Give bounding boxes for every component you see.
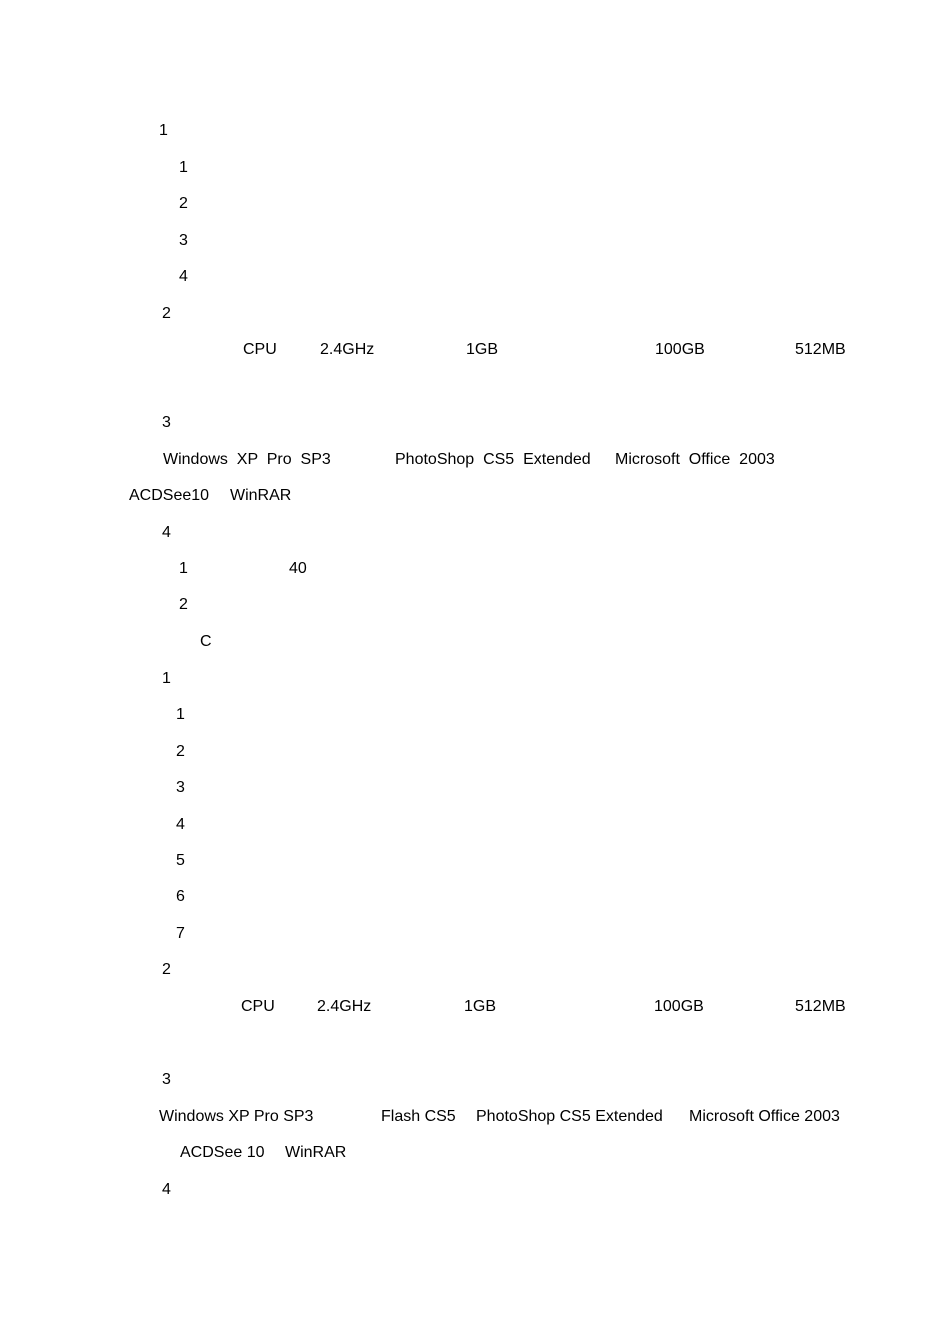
section-c-cpu-speed: 2.4GHz xyxy=(317,998,372,1015)
section-c-item-3-number: 3 xyxy=(162,1071,171,1088)
section-a-subitem-2-number: 2 xyxy=(179,195,188,212)
section-c-software-os: Windows XP Pro SP3 xyxy=(159,1108,314,1125)
section-c-subitem-1-number: 1 xyxy=(176,706,185,723)
section-c-memory: 1GB xyxy=(464,998,497,1015)
section-a-disk: 100GB xyxy=(655,341,705,358)
section-c-item-4-number: 4 xyxy=(162,1181,171,1198)
section-c-software-acdsee: ACDSee 10 xyxy=(180,1144,265,1161)
section-a-item-2-number: 2 xyxy=(162,305,171,322)
section-a-subitem-3-number: 3 xyxy=(179,232,188,249)
section-a-video-memory: 512MB xyxy=(795,341,846,358)
section-c-cpu-label: CPU xyxy=(241,998,275,1015)
section-a-item-3-number: 3 xyxy=(162,414,171,431)
section-a-software-winrar: WinRAR xyxy=(230,487,292,504)
section-c-item-1-number: 1 xyxy=(162,670,171,687)
section-c-item-2-number: 2 xyxy=(162,961,171,978)
section-a-memory: 1GB xyxy=(466,341,499,358)
section-c-subitem-3-number: 3 xyxy=(176,779,185,796)
section-a-item-1-number: 1 xyxy=(159,122,168,139)
section-c-software-photoshop: PhotoShop CS5 Extended xyxy=(476,1108,663,1125)
section-c-disk: 100GB xyxy=(654,998,704,1015)
section-a-software-acdsee: ACDSee10 xyxy=(129,487,210,504)
section-a-subitem-1-number: 1 xyxy=(179,159,188,176)
section-a-subitem-4-number: 4 xyxy=(179,268,188,285)
section-c-video-memory: 512MB xyxy=(795,998,846,1015)
section-c-software-winrar: WinRAR xyxy=(285,1144,347,1161)
section-c-heading: C xyxy=(200,633,212,650)
section-a-note-2-number: 2 xyxy=(179,596,188,613)
section-c-software-flash: Flash CS5 xyxy=(381,1108,456,1125)
section-c-subitem-4-number: 4 xyxy=(176,816,185,833)
section-a-software-photoshop: PhotoShop CS5 Extended xyxy=(395,451,591,468)
section-a-cpu-label: CPU xyxy=(243,341,277,358)
section-a-software-os: Windows XP Pro SP3 xyxy=(163,451,331,468)
section-c-subitem-5-number: 5 xyxy=(176,852,185,869)
section-c-subitem-7-number: 7 xyxy=(176,925,185,942)
section-a-cpu-speed: 2.4GHz xyxy=(320,341,375,358)
section-a-item-4-number: 4 xyxy=(162,524,171,541)
section-a-note-1-value: 40 xyxy=(289,560,307,577)
section-c-subitem-6-number: 6 xyxy=(176,888,185,905)
section-a-note-1-number: 1 xyxy=(179,560,188,577)
section-c-subitem-2-number: 2 xyxy=(176,743,185,760)
section-a-software-office: Microsoft Office 2003 xyxy=(615,451,775,468)
section-c-software-office: Microsoft Office 2003 xyxy=(689,1108,840,1125)
